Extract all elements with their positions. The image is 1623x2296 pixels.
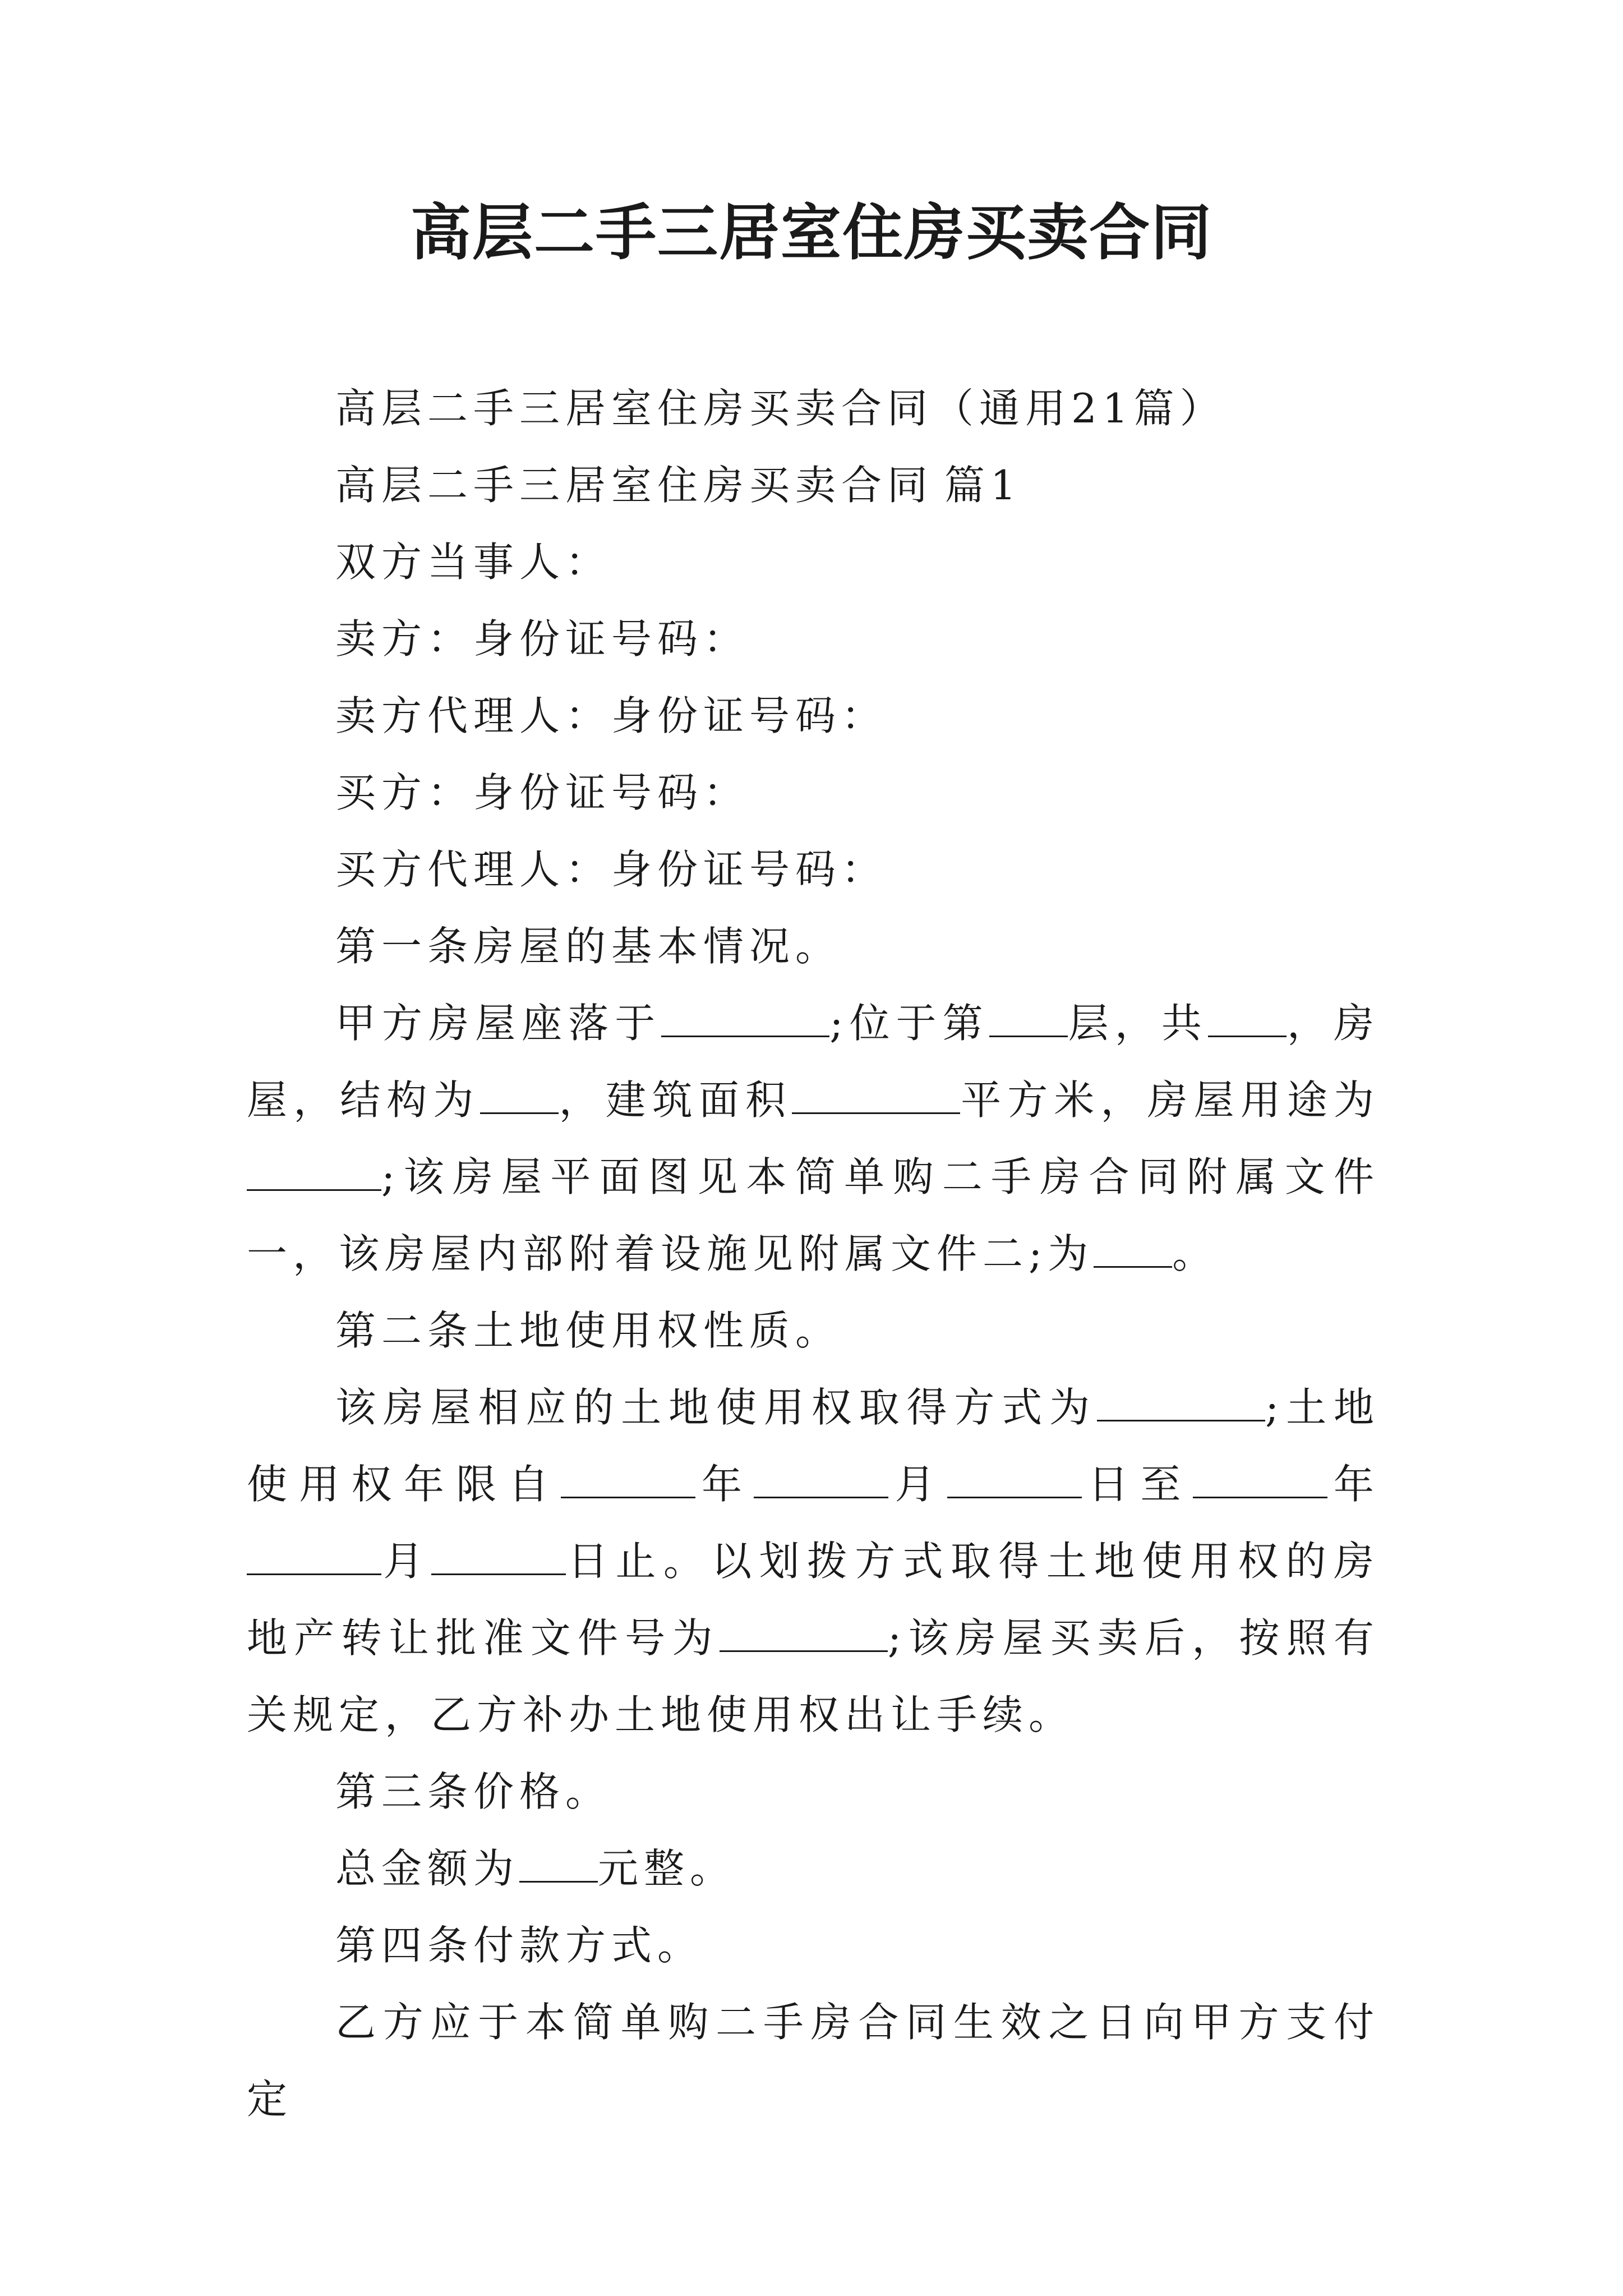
text-run: ，建筑面积 [558, 1076, 792, 1124]
blank-start-day [947, 1462, 1082, 1498]
paragraph-parties: 双方当事人： [335, 539, 612, 586]
text-run: 年 [695, 1461, 754, 1508]
paragraph-seller: 卖方：身份证号码： [335, 615, 750, 662]
text-run: 甲方房屋座落于 [335, 1000, 662, 1047]
text-run: 月 [888, 1461, 947, 1508]
paragraph-house-info [247, 985, 1380, 1292]
document-title: 高层二手三居室住房买卖合同 [410, 197, 1212, 268]
section-title: 高层二手三居室住房买卖合同 [335, 462, 934, 509]
blank-end-month [247, 1539, 381, 1575]
text-run: 。 [1172, 1230, 1219, 1277]
blank-structure [480, 1078, 559, 1114]
blank-end-day [431, 1539, 566, 1575]
text-run: ;位于第 [829, 1000, 989, 1047]
text-run: 日至 [1081, 1461, 1193, 1508]
text-run: 层，共 [1067, 1000, 1208, 1047]
text-run: 元整。 [598, 1845, 736, 1892]
text-run: 日止。以划拨方式取得土地使用权的房地产转让批准文件号为 [247, 1538, 1380, 1662]
paragraph-subtitle: 高层二手三居室住房买卖合同（通用21篇） [335, 385, 1226, 432]
blank-approval-number [720, 1616, 888, 1652]
paragraph-article-2: 第二条土地使用权性质。 [335, 1307, 842, 1354]
blank-location [661, 1001, 829, 1037]
blank-usage [247, 1154, 381, 1191]
blank-end-year [1193, 1462, 1327, 1498]
paragraph-seller-agent: 卖方代理人：身份证号码： [335, 692, 888, 739]
paragraph-price [247, 1830, 1380, 1907]
text-run: ;土地使用权年限自 [247, 1384, 1380, 1508]
blank-start-month [754, 1462, 888, 1498]
paragraph-payment: 乙方应于本简单购二手房合同生效之日向甲方支付定 [247, 1999, 1380, 2123]
blank-area [792, 1078, 960, 1114]
text-run: 月 [381, 1538, 431, 1585]
text-run: 年 [1327, 1461, 1380, 1508]
text-run: 该房屋相应的土地使用权取得方式为 [335, 1384, 1097, 1431]
text-run: ;该房屋平面图见本简单购二手房合同附属文件一，该房屋内部附着设施见附属文件二;为 [247, 1153, 1380, 1277]
paragraph-article-3: 第三条价格。 [335, 1768, 612, 1815]
blank-total-floors [1208, 1001, 1287, 1037]
blank-land-method [1097, 1385, 1265, 1421]
paragraph-section-heading [247, 447, 1380, 524]
paragraph-buyer: 买方：身份证号码： [335, 769, 750, 816]
blank-floor [989, 1001, 1068, 1037]
text-run: 总金额为 [335, 1845, 520, 1892]
paragraph-buyer-agent: 买方代理人：身份证号码： [335, 846, 888, 893]
paragraph-land-use [247, 1369, 1380, 1754]
blank-start-year [561, 1462, 695, 1498]
document-body [247, 370, 1380, 2138]
section-number: 篇1 [944, 462, 1022, 509]
paragraph-article-4: 第四条付款方式。 [335, 1922, 704, 1969]
blank-other [1094, 1231, 1172, 1268]
blank-total-amount [519, 1846, 598, 1883]
text-run: ;该房屋买卖后，按照有关规定，乙方补办土地使用权出让手续。 [247, 1614, 1380, 1738]
text-run: 平方米，房屋用途为 [960, 1076, 1380, 1124]
text-run: ，房屋，结构为 [247, 1000, 1380, 1124]
paragraph-article-1: 第一条房屋的基本情况。 [335, 923, 842, 970]
